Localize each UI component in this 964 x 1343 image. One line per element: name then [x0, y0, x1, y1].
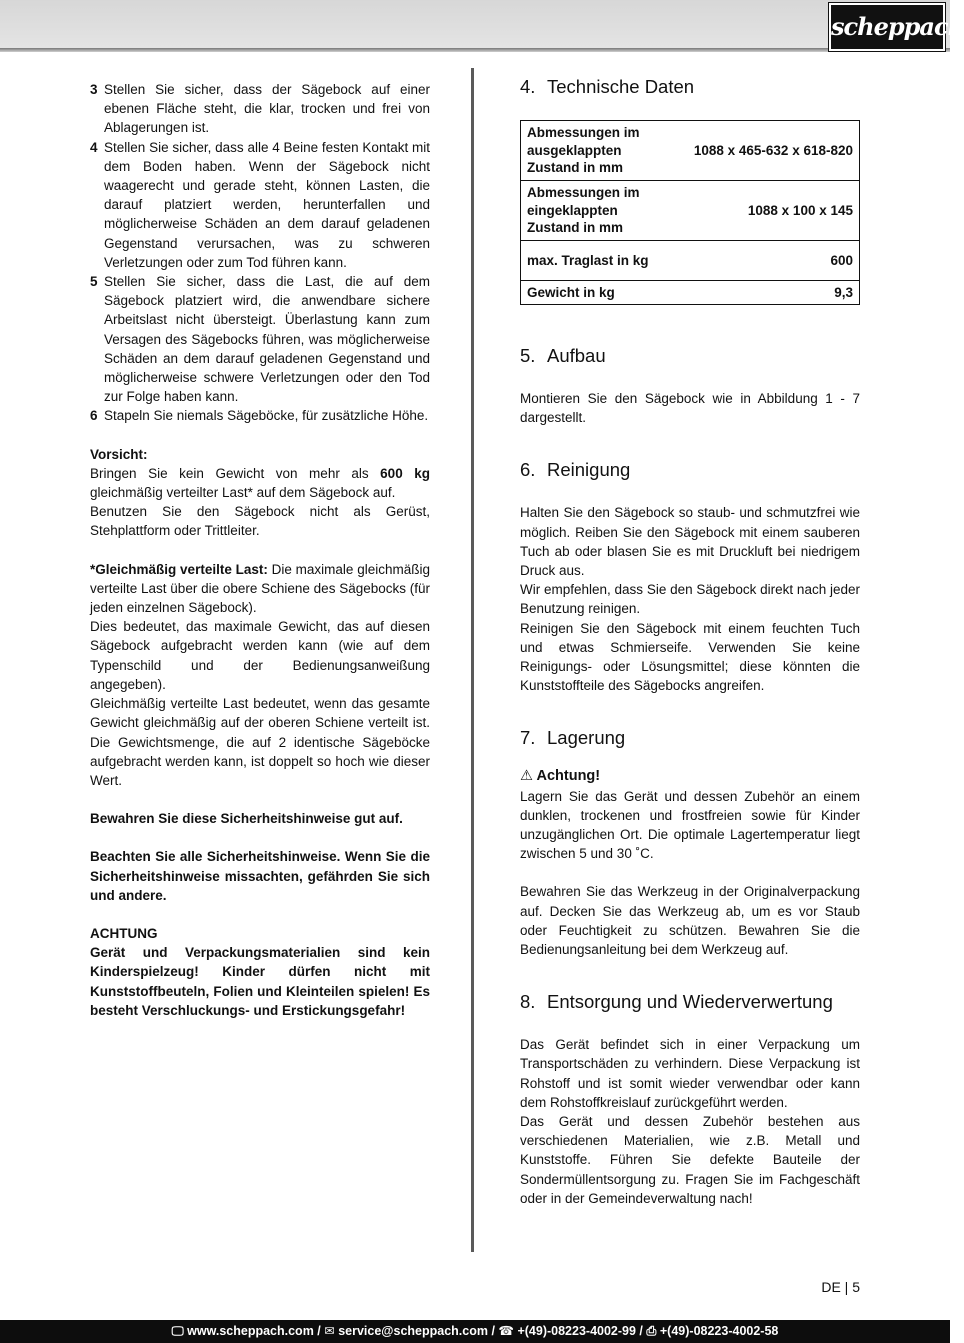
section-heading-disposal	[520, 989, 860, 1015]
list-item	[90, 80, 430, 138]
table-label: Abmessungen im eingeklappten Zustand in mm	[521, 181, 664, 241]
phone-number[interactable]: +(49)-08223-4002-99	[517, 1324, 636, 1338]
fax-number: +(49)-08223-4002-58	[659, 1324, 779, 1338]
assembly-text: Montieren Sie den Sägebock wie in Abbildung 1 - 7 dargestellt.	[520, 391, 860, 426]
table-value: 1088 x 100 x 145	[663, 181, 860, 241]
table-value: 1088 x 465-632 x 618-820	[663, 121, 860, 181]
footer-bar	[0, 1320, 950, 1343]
warning-label: Achtung!	[536, 768, 601, 785]
item-text: Stellen Sie sicher, dass die Last, die auf dem Sägebock platziert wird, die anwendbare sichere Arbeitslast nicht übersteigt. Überlastung kann zum Versagen des Sägebocks führen, was möglicherweise Schäden an dem darauf geladenen Gegenstand und möglicherweise schwere Verletzungen oder den Tod zur Folge haben kann.	[104, 274, 430, 405]
scheppach-logo[interactable]: scheppach	[829, 3, 945, 51]
item-number: 6	[90, 408, 98, 424]
caution-text-end: gleichmäßig verteilter Last* auf dem Sägebock auf.	[90, 485, 396, 501]
phone-icon: ☎	[498, 1324, 514, 1338]
load-paragraph-3: Gleichmäßig verteilte Last bedeutet, wenn das gesamte Gewicht gleichmäßig auf der oberen Schiene verteilt ist. Die Gewichtsmenge, die auf 2 identische Sägeböcke aufgebracht werden kann, ist doppelt so hoch wie dieser Wert.	[90, 696, 430, 788]
section-number: 8.	[520, 991, 536, 1013]
email-link[interactable]: service@scheppach.com	[338, 1324, 488, 1338]
caution-text: Bringen Sie kein Gewicht von mehr als	[90, 465, 381, 481]
table-value: 9,3	[663, 281, 860, 305]
keep-instructions: Bewahren Sie diese Sicherheitshinweise gut auf.	[90, 811, 403, 827]
cleaning-text-1: Halten Sie den Sägebock so staub- und schmutzfrei wie möglich. Reiben Sie den Sägebock mit einem sauberen Tuch ab oder blasen Sie es mit Druckluft bei niedrigem Druck aus.	[520, 505, 860, 579]
table-value: 600	[663, 241, 860, 281]
header-band	[0, 0, 950, 48]
page-number: DE | 5	[821, 1279, 860, 1295]
right-column	[520, 74, 860, 1208]
item-number: 5	[90, 274, 98, 290]
email-icon: ✉	[324, 1324, 335, 1338]
table-label: Gewicht in kg	[521, 281, 664, 305]
table-row	[521, 281, 860, 305]
footer-separator: /	[635, 1324, 647, 1338]
load-text: Die maximale gleichmäßig verteilte Last über die obere Schiene des Sägebocks (für jeden einzelnen Sägebock).	[90, 561, 430, 616]
section-title: Aufbau	[547, 345, 606, 366]
section-number: 4.	[520, 76, 536, 97]
item-text: Stellen Sie sicher, dass alle 4 Beine festen Kontakt mit dem Boden haben. Wenn der Sägebock nicht waagerecht und gerade steht, können Lasten, die darauf platziert werden, herunterfallen und möglicherweise Schäden an dem darauf geladenen Gegenstand verursachen, was zu schweren Verletzungen oder zum Tod führen kann.	[104, 139, 430, 270]
caution-paragraph	[90, 464, 430, 502]
section-title: Entsorgung und Wiederverwertung	[547, 991, 833, 1013]
item-text: Stellen Sie sicher, dass der Sägebock auf einer ebenen Fläche steht, die klar, trocken und frei von Ablagerungen ist.	[104, 82, 430, 136]
cleaning-text-2: Wir empfehlen, dass Sie den Sägebock direkt nach jeder Benutzung reinigen.	[520, 582, 860, 617]
caution-paragraph-2: Benutzen Sie den Sägebock nicht als Gerüst, Stehplattform oder Trittleiter.	[90, 504, 430, 539]
list-item	[90, 406, 430, 425]
disposal-text-1: Das Gerät befindet sich in einer Verpackung um Transportschäden zu verhindern. Diese Verpackung ist Rohstoff und ist somit wieder verwendbar oder kann dem Rohstoffkreislauf zurückgeführt werden.	[520, 1037, 860, 1110]
load-title: *Gleichmäßig verteilte Last:	[90, 561, 268, 577]
achtung-title: ACHTUNG	[90, 925, 158, 941]
section-title: Technische Daten	[547, 76, 695, 97]
website-link[interactable]: www.scheppach.com	[187, 1324, 314, 1338]
disposal-text-2: Das Gerät und dessen Zubehör bestehen aus verschiedenen Materialien, wie z.B. Metall und Kunststoffe. Führen Sie defekte Bauteile der Sondermüllentsorgung zu. Fragen Sie im Fachgeschäft oder in der Gemeindeverwaltung nach!	[520, 1114, 860, 1206]
caution-weight: 600 kg	[380, 465, 430, 481]
table-row	[521, 181, 860, 241]
table-row	[521, 121, 860, 181]
item-number: 4	[90, 139, 98, 155]
item-number: 3	[90, 82, 98, 97]
load-paragraph-2: Dies bedeutet, das maximale Gewicht, das auf diesen Sägebock aufgebracht werden kann (wie auf dem Typenschild und der Bedienungsanweißung angegeben).	[90, 619, 430, 692]
technical-data-table	[520, 120, 860, 305]
section-title: Lagerung	[547, 727, 626, 749]
footer-separator: /	[313, 1324, 325, 1338]
column-divider	[471, 68, 474, 1252]
section-number: 5.	[520, 345, 536, 366]
fax-icon: ⎙	[646, 1324, 657, 1338]
section-heading-cleaning	[520, 457, 860, 483]
cleaning-text-3: Reinigen Sie den Sägebock mit einem feuchten Tuch und etwas Schmierseife. Verwenden Sie keine Reinigungs- oder Lösungsmittel; diese könnten die Kunststoffteile des Sägebocks angreifen.	[520, 620, 860, 694]
storage-warning	[520, 767, 860, 786]
storage-text-1: Lagern Sie das Gerät und dessen Zubehör an einem dunklen, trockenen und frostfreien sowie für Kinder unzugänglichen Ort. Die optimale Lagertemperatur liegt zwischen 5 und 30 ˚C.	[520, 788, 860, 862]
table-label: Abmessungen im ausgeklappten Zustand in mm	[521, 121, 664, 181]
left-column	[90, 80, 430, 1020]
section-number: 7.	[520, 727, 536, 749]
computer-icon: 🖵︎	[171, 1324, 184, 1338]
footer-separator: /	[487, 1324, 499, 1338]
load-paragraph	[90, 560, 430, 618]
list-item	[90, 272, 430, 406]
section-title: Reinigung	[547, 459, 631, 481]
warning-icon: ⚠	[520, 768, 533, 785]
table-row	[521, 241, 860, 281]
caution-title: Vorsicht:	[90, 446, 148, 462]
section-heading-storage	[520, 725, 860, 751]
storage-text-2: Bewahren Sie das Werkzeug in der Originalverpackung auf. Decken Sie das Werkzeug ab, um es vor Staub oder Feuchtigkeit zu schützen. Bewahren Sie die Bedienungsanleitung bei dem Werkzeug auf.	[520, 884, 860, 958]
section-heading-assembly	[520, 343, 860, 369]
item-text: Stapeln Sie niemals Sägeböcke, für zusätzliche Höhe.	[104, 408, 429, 424]
header-shadow	[0, 48, 950, 52]
table-label: max. Traglast in kg	[521, 241, 664, 281]
list-item	[90, 138, 430, 272]
section-heading-technical-data	[520, 74, 860, 100]
section-number: 6.	[520, 459, 536, 481]
observe-instructions: Beachten Sie alle Sicherheitshinweise. Wenn Sie die Sicherheitshinweise missachten, gefährden Sie sich und andere.	[90, 849, 430, 903]
achtung-text: Gerät und Verpackungsmaterialien sind kein Kinderspielzeug! Kinder dürfen nicht mit Kunststoffbeuteln, Folien und Kleinteilen spielen! Es besteht Verschluckungs- und Erstickungsgefahr!	[90, 945, 430, 1018]
